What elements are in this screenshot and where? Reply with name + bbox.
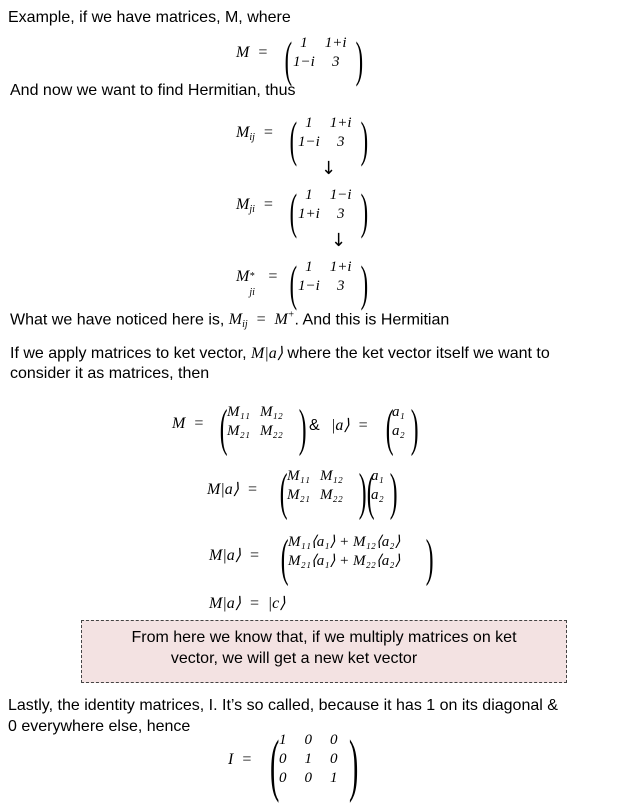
- paren-right: ): [348, 727, 359, 804]
- eq3-lhs: [236, 196, 274, 215]
- noticed-prefix: What we have noticed here is,: [10, 311, 229, 329]
- eq1-lhs: [236, 44, 268, 62]
- eq-expanded-lhs: [209, 545, 260, 565]
- ket-text-line1: [10, 343, 550, 363]
- eq4-lhs: [236, 268, 279, 298]
- eq-general-lhs: [172, 415, 204, 433]
- noticed-suffix: . And this is Hermitian: [294, 311, 450, 329]
- symbol-m: M: [228, 311, 243, 329]
- paren-right: ): [425, 530, 434, 587]
- cell: a₁: [392, 404, 405, 420]
- matrix-identity: [270, 731, 347, 788]
- cell: M₁₁: [227, 404, 250, 420]
- eq-result: [209, 593, 286, 613]
- note-box: [81, 620, 567, 683]
- cell: 1−i: [298, 278, 320, 294]
- cell: M₂₁: [227, 423, 250, 439]
- cell: 1: [305, 187, 313, 203]
- cell: 3: [336, 206, 345, 222]
- paren-left: (: [280, 530, 289, 587]
- eq-ket-a-lhs: [331, 415, 368, 435]
- cell: 0: [330, 732, 338, 748]
- ket-ma: M|a⟩: [209, 547, 241, 564]
- cell: 3: [336, 134, 345, 150]
- paren-left: (: [279, 464, 288, 521]
- cell: 1: [330, 770, 338, 786]
- paren-left: (: [219, 400, 228, 457]
- symbol-m: M: [236, 124, 250, 141]
- note-line1: From here we know that, if we multiply matrices on ket: [131, 629, 517, 646]
- cell: 1: [304, 751, 312, 767]
- matrix-general-2: [282, 467, 348, 505]
- matrix-general: [222, 403, 288, 441]
- cell: 1: [300, 35, 308, 51]
- ket-a: |a⟩: [331, 417, 350, 434]
- note-line2: vector, we will get a new ket vector: [170, 650, 418, 667]
- symbol-m: M: [172, 415, 186, 432]
- cell: 1+i: [329, 115, 352, 131]
- matrix-mji-star: [293, 258, 357, 296]
- cell: 1−i: [329, 187, 352, 203]
- matrix-m1: [288, 34, 352, 72]
- cell: M₁₁⟨a₁⟩ + M₁₂⟨a₂⟩: [288, 534, 401, 550]
- cell: 3: [331, 54, 340, 70]
- vector-a: [387, 403, 410, 441]
- paren-left: (: [289, 111, 298, 167]
- ket-ma: M|a⟩: [207, 481, 239, 498]
- cell: 0: [304, 770, 312, 786]
- paren-right: ): [360, 255, 369, 311]
- cell: M₂₂: [259, 423, 283, 439]
- paren-left: (: [269, 727, 280, 804]
- symbol-m: M: [236, 268, 250, 285]
- intro-text: Example, if we have matrices, M, where: [8, 9, 291, 26]
- noticed-text: [10, 310, 449, 330]
- equals-sign: =: [241, 751, 253, 768]
- ket-line1-start: If we apply matrices to ket vector,: [10, 345, 251, 362]
- cell: M₁₂: [319, 468, 343, 484]
- equals-sign: =: [193, 415, 205, 432]
- equals-sign: =: [267, 268, 279, 285]
- equals-sign: =: [357, 417, 369, 434]
- cell: a₁: [371, 468, 384, 484]
- cell: 1+i: [329, 259, 352, 275]
- ket-line1-end: where the ket vector itself we want to: [282, 345, 550, 362]
- ket-ma-inline: M|a⟩: [250, 345, 283, 362]
- identity-text-line2: 0 everywhere else, hence: [8, 718, 191, 735]
- paren-left: (: [289, 255, 298, 311]
- cell: 1−i: [298, 134, 320, 150]
- matrix-expanded: [283, 533, 405, 571]
- equals-sign: =: [246, 481, 258, 498]
- subscript: ji: [249, 204, 255, 215]
- paren-right: ): [360, 183, 369, 239]
- down-arrow-icon: ↓: [331, 230, 347, 251]
- paren-right: ): [360, 111, 369, 167]
- superscript-star: *: [249, 271, 255, 282]
- cell: a₂: [392, 423, 405, 439]
- cell: M₂₁: [287, 487, 310, 503]
- paren-left: (: [366, 464, 375, 521]
- symbol-m: M: [236, 196, 250, 213]
- equals-sign: =: [248, 595, 260, 612]
- symbol-i: I: [228, 751, 234, 768]
- paren-right: ): [358, 464, 367, 521]
- paren-right: ): [410, 400, 419, 457]
- symbol-m: M: [274, 311, 288, 329]
- subscript: ij: [242, 319, 248, 331]
- symbol-m: M: [236, 44, 250, 61]
- equals-sign: =: [248, 547, 260, 564]
- eq2-lhs: [236, 124, 274, 143]
- paren-left: (: [284, 31, 293, 87]
- cell: 1+i: [298, 206, 320, 222]
- paren-right: ): [298, 400, 307, 457]
- identity-text-line1: Lastly, the identity matrices, I. It’s so called, because it has 1 on its diagonal &: [8, 697, 558, 714]
- ket-text-line2: consider it as matrices, then: [10, 365, 210, 382]
- paren-left: (: [385, 400, 394, 457]
- subscript: ji: [249, 287, 255, 298]
- noticed-math: [228, 310, 295, 331]
- paren-right: ): [355, 31, 364, 87]
- equals-sign: =: [255, 311, 267, 329]
- cell: 1: [305, 115, 313, 131]
- hermitian-intro-text: And now we want to find Hermitian, thus: [10, 82, 296, 99]
- ket-ma: M|a⟩: [209, 595, 241, 612]
- cell: M₁₁: [287, 468, 310, 484]
- cell: 1: [279, 732, 287, 748]
- down-arrow-icon: ↓: [321, 158, 337, 179]
- paren-right: ): [389, 464, 398, 521]
- ampersand: &: [309, 417, 320, 434]
- subscript: ij: [249, 132, 255, 143]
- equals-sign: =: [262, 124, 274, 141]
- vector-a-2: [366, 467, 389, 505]
- eq-product-lhs: [207, 479, 258, 499]
- eq-identity-lhs: [228, 751, 252, 769]
- matrix-mij: [293, 114, 357, 152]
- cell: 1: [305, 259, 313, 275]
- cell: 0: [304, 732, 312, 748]
- cell: M₂₁⟨a₁⟩ + M₂₂⟨a₂⟩: [288, 553, 401, 569]
- cell: 3: [336, 278, 345, 294]
- equals-sign: =: [262, 196, 274, 213]
- cell: 0: [330, 751, 338, 767]
- cell: 0: [279, 751, 287, 767]
- cell: M₁₂: [259, 404, 283, 420]
- cell: M₂₂: [319, 487, 343, 503]
- cell: 1−i: [293, 54, 315, 70]
- cell: 1+i: [324, 35, 347, 51]
- superscript: +: [287, 310, 295, 321]
- ket-c: |c⟩: [267, 595, 286, 612]
- paren-left: (: [289, 183, 298, 239]
- equals-sign: =: [257, 44, 269, 61]
- cell: 0: [279, 770, 287, 786]
- matrix-mji: [293, 186, 357, 224]
- cell: a₂: [371, 487, 384, 503]
